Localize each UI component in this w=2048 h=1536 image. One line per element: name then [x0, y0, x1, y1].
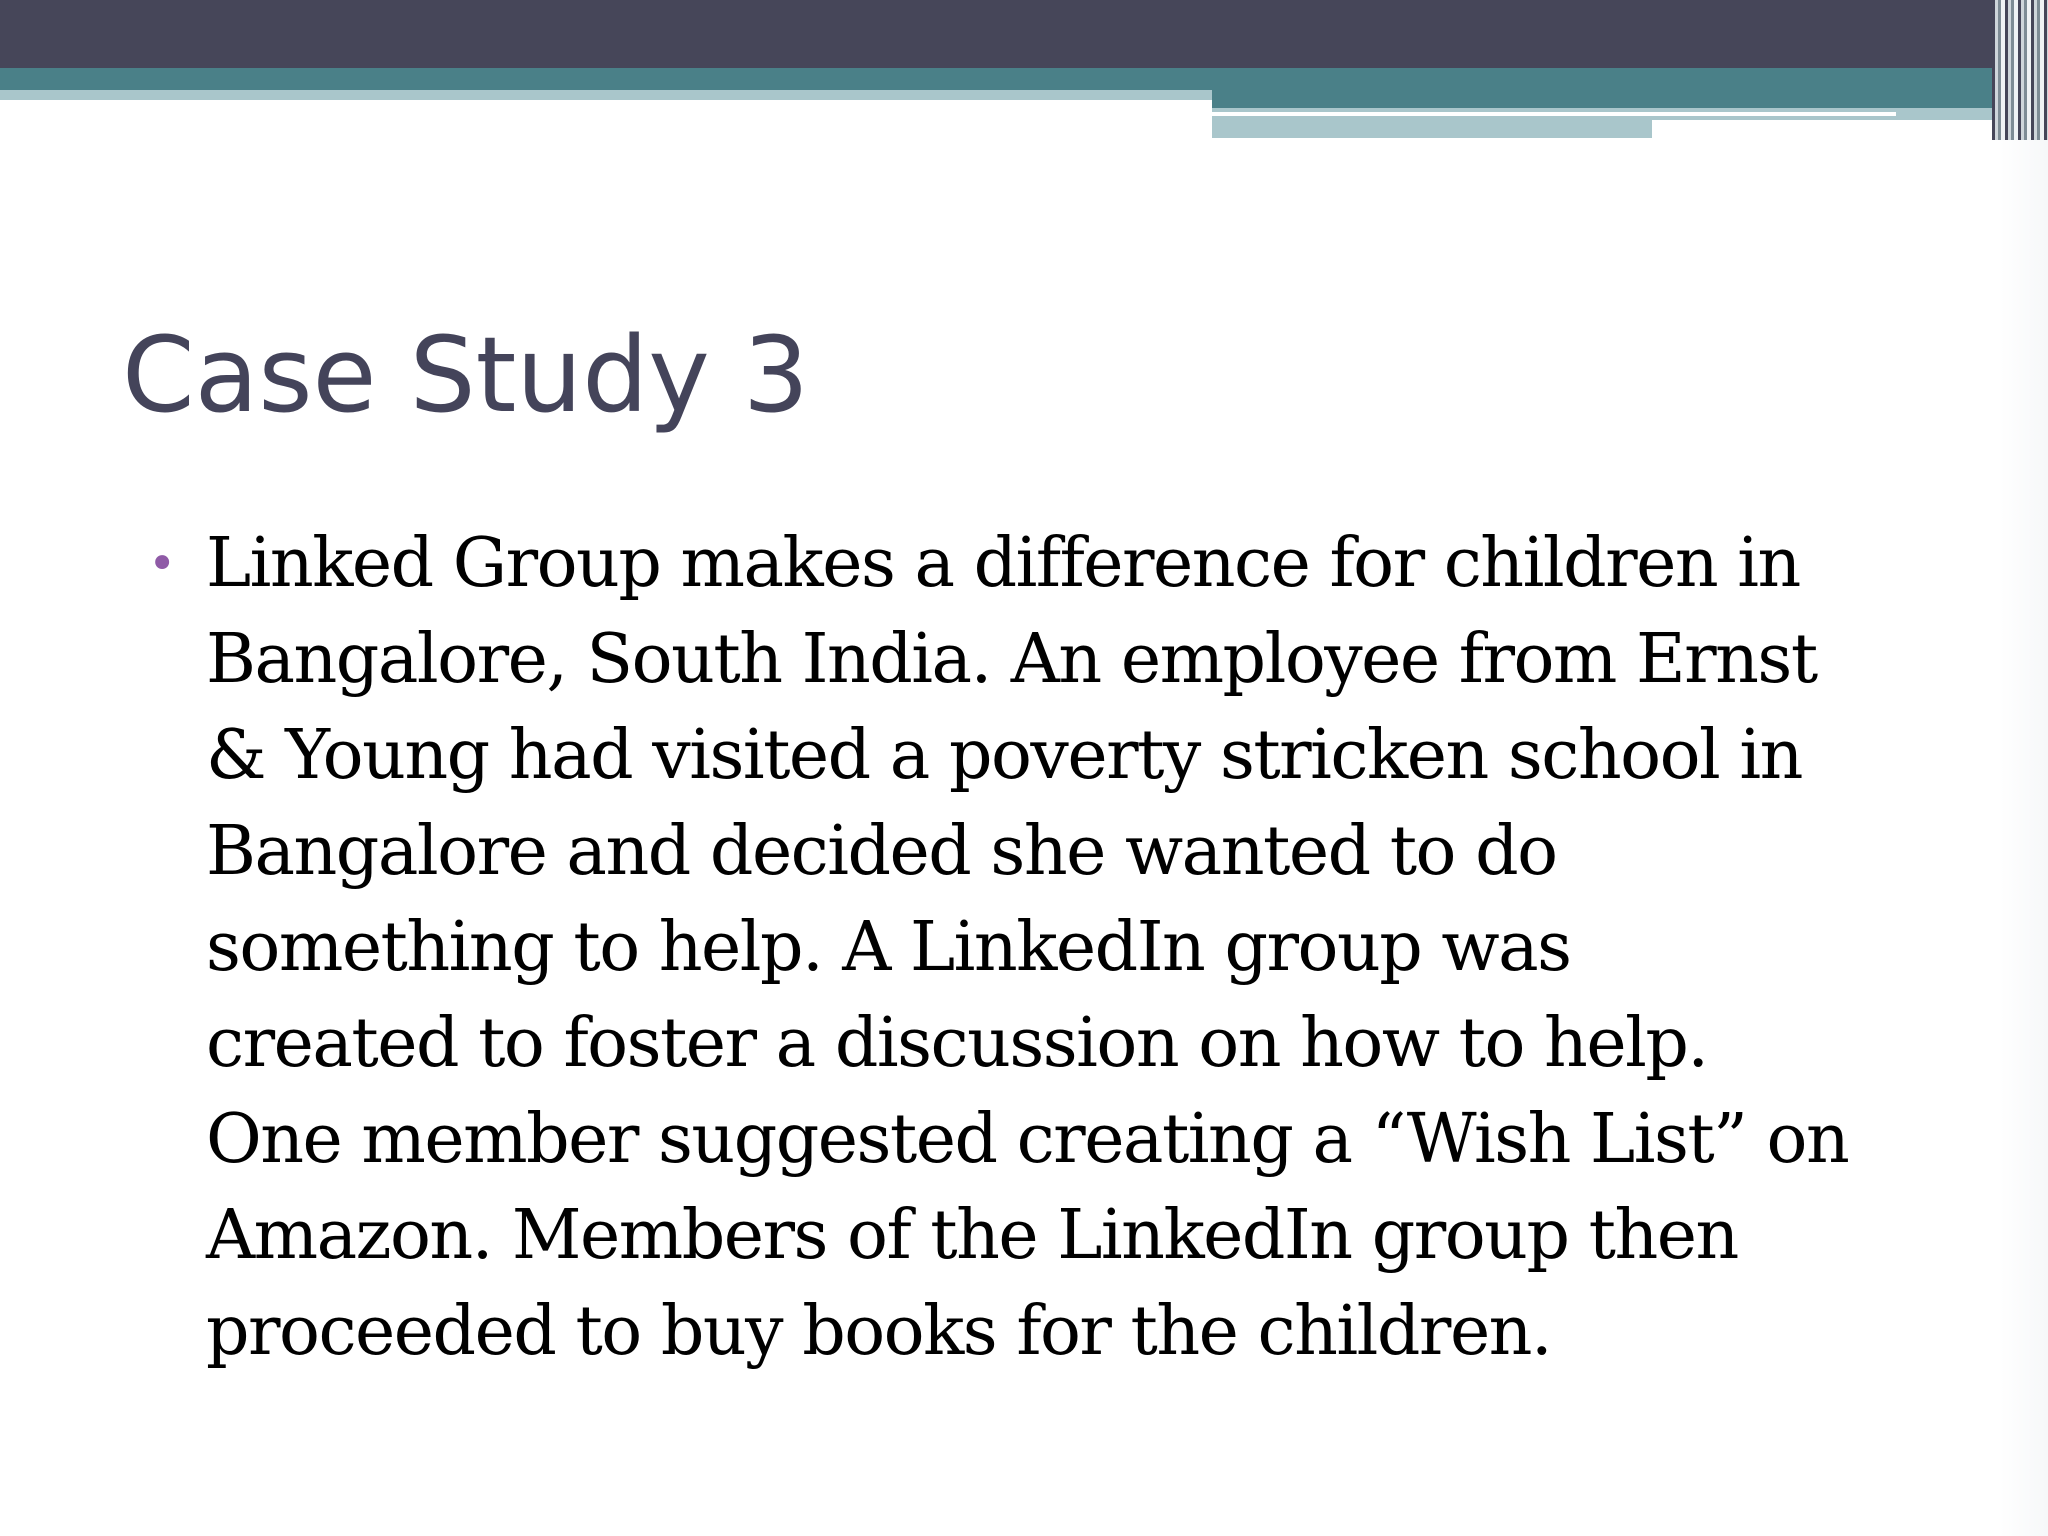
slide-title: Case Study 3 [122, 314, 810, 436]
header-light-band [0, 90, 1212, 100]
bullet-item [148, 516, 1948, 1380]
bullet-text-line: Bangalore, South India. An employee from Ernst [206, 620, 1817, 699]
bullet-text-line: something to help. A LinkedIn group was [206, 908, 1571, 987]
right-edge-shade [2000, 140, 2048, 1536]
bullet-icon: • [148, 536, 175, 592]
header-dark-band [0, 0, 2048, 68]
header-teal-band [0, 68, 2048, 90]
bullet-text-line: & Young had visited a poverty stricken school in [206, 716, 1802, 795]
header-right-white-line [1212, 112, 1896, 116]
header-right-light-band-lower [1212, 120, 1652, 138]
bullet-text-line: One member suggested creating a “Wish List” on [206, 1100, 1849, 1179]
bullet-list [148, 516, 1948, 1380]
edge-stripes-decoration [1992, 0, 2048, 140]
bullet-text-line: created to foster a discussion on how to help. [206, 1004, 1708, 1083]
bullet-text-line: Amazon. Members of the LinkedIn group then [206, 1196, 1738, 1275]
bullet-text-line: proceeded to buy books for the children. [206, 1292, 1552, 1371]
header-right-teal-band [1212, 90, 2048, 108]
bullet-text-line: Bangalore and decided she wanted to do [206, 812, 1557, 891]
bullet-text-line: Linked Group makes a difference for children in [206, 524, 1800, 603]
